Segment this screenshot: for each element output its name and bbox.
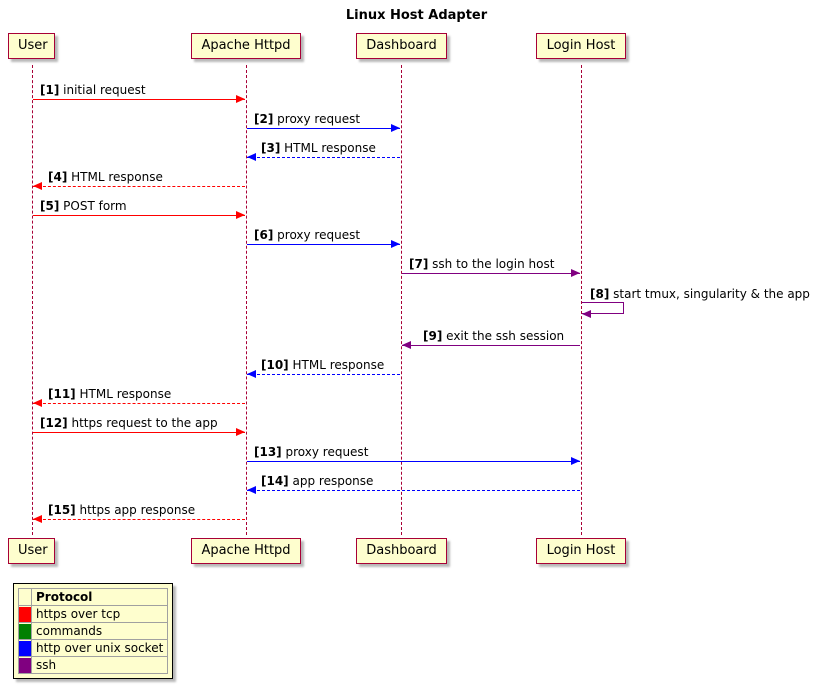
legend-swatch-ssh <box>19 657 32 674</box>
legend-label: http over unix socket <box>32 640 168 657</box>
message-text: ssh to the login host <box>432 257 555 271</box>
message-number: [9] <box>423 329 443 343</box>
legend-label: commands <box>32 623 168 640</box>
message-label-9 <box>423 329 564 343</box>
message-arrow-8 <box>582 310 591 318</box>
message-arrow-5 <box>236 211 245 219</box>
message-line-6 <box>247 244 400 245</box>
message-number: [13] <box>254 445 282 459</box>
message-arrow-4 <box>33 182 42 190</box>
participant-label: Dashboard <box>366 38 437 53</box>
message-label-6 <box>254 228 360 242</box>
lifeline-dashboard <box>401 65 402 535</box>
message-text: HTML response <box>71 170 163 184</box>
message-arrow-7 <box>571 269 580 277</box>
message-number: [2] <box>254 112 274 126</box>
message-label-10 <box>261 358 384 372</box>
message-text: POST form <box>63 199 127 213</box>
message-line-1 <box>33 99 245 100</box>
participant-dashboard-top[interactable] <box>356 33 447 59</box>
message-arrow-6 <box>391 240 400 248</box>
message-arrow-13 <box>571 457 580 465</box>
message-number: [12] <box>40 416 68 430</box>
participant-label: Dashboard <box>366 543 437 558</box>
message-line-15 <box>33 519 245 520</box>
lifeline-user <box>32 65 33 535</box>
participant-apache-httpd-bottom[interactable] <box>191 538 301 564</box>
legend-swatch-https-over-tcp <box>19 606 32 623</box>
message-number: [10] <box>261 358 289 372</box>
legend-header-label: Protocol <box>32 589 168 606</box>
message-number: [5] <box>40 199 60 213</box>
lifeline-login-host <box>581 65 582 535</box>
message-arrow-10 <box>247 370 256 378</box>
message-arrow-14 <box>247 486 256 494</box>
message-label-1 <box>40 83 146 97</box>
legend-label: ssh <box>32 657 168 674</box>
message-text: HTML response <box>284 141 376 155</box>
message-label-12 <box>40 416 218 430</box>
participant-apache-httpd-top[interactable] <box>191 33 301 59</box>
message-arrow-15 <box>33 515 42 523</box>
message-arrow-1 <box>236 95 245 103</box>
message-label-7 <box>409 257 554 271</box>
message-label-5 <box>40 199 127 213</box>
participant-label: Apache Httpd <box>201 38 291 53</box>
message-label-8 <box>590 287 810 301</box>
message-line-2 <box>247 128 400 129</box>
message-number: [8] <box>590 287 610 301</box>
message-label-11 <box>48 387 171 401</box>
message-text: HTML response <box>292 358 385 372</box>
message-text: initial request <box>63 83 146 97</box>
participant-user-bottom[interactable] <box>8 538 55 564</box>
legend-row <box>19 623 168 640</box>
message-label-14 <box>261 474 373 488</box>
legend-label: https over tcp <box>32 606 168 623</box>
participant-login-host-bottom[interactable] <box>536 538 626 564</box>
message-line-5 <box>33 215 245 216</box>
message-label-3 <box>261 141 376 155</box>
legend-swatch-commands <box>19 623 32 640</box>
participant-user-top[interactable] <box>8 33 55 59</box>
legend-row <box>19 657 168 674</box>
message-text: https app response <box>79 503 196 517</box>
lifeline-apache-httpd <box>246 65 247 535</box>
participant-dashboard-bottom[interactable] <box>356 538 447 564</box>
message-line-12 <box>33 432 245 433</box>
legend-swatch-http-over-unix-socket <box>19 640 32 657</box>
message-number: [6] <box>254 228 274 242</box>
message-number: [7] <box>409 257 429 271</box>
participant-label: Login Host <box>546 543 616 558</box>
message-label-15 <box>48 503 195 517</box>
message-arrow-11 <box>33 399 42 407</box>
message-number: [15] <box>48 503 76 517</box>
message-text: proxy request <box>277 112 361 126</box>
message-arrow-9 <box>402 341 411 349</box>
message-line-3 <box>247 157 400 158</box>
message-line-11 <box>33 403 245 404</box>
message-text: app response <box>292 474 374 488</box>
legend-table <box>18 588 168 674</box>
message-arrow-12 <box>236 428 245 436</box>
message-text: exit the ssh session <box>446 329 565 343</box>
message-text: proxy request <box>277 228 361 242</box>
message-text: proxy request <box>285 445 369 459</box>
participant-label: Login Host <box>546 38 616 53</box>
message-label-2 <box>254 112 360 126</box>
message-text: HTML response <box>79 387 172 401</box>
message-number: [11] <box>48 387 76 401</box>
message-line-14 <box>247 490 580 491</box>
message-line-13 <box>247 461 580 462</box>
message-arrow-2 <box>391 124 400 132</box>
message-number: [1] <box>40 83 60 97</box>
diagram-title: Linux Host Adapter <box>345 8 488 23</box>
message-label-4 <box>48 170 163 184</box>
legend-row <box>19 606 168 623</box>
message-number: [4] <box>48 170 68 184</box>
legend-header-swatch <box>19 589 32 606</box>
message-label-13 <box>254 445 368 459</box>
message-number: [3] <box>261 141 281 155</box>
message-arrow-3 <box>247 153 256 161</box>
message-line-4 <box>33 186 245 187</box>
legend-row <box>19 640 168 657</box>
participant-login-host-top[interactable] <box>536 33 626 59</box>
participant-label: User <box>18 38 48 53</box>
message-line-9 <box>402 345 580 346</box>
message-text: start tmux, singularity & the app <box>613 287 810 301</box>
message-line-7 <box>402 273 580 274</box>
legend-header-row <box>19 589 168 606</box>
participant-label: User <box>18 543 48 558</box>
participant-label: Apache Httpd <box>201 543 291 558</box>
message-text: https request to the app <box>71 416 218 430</box>
message-number: [14] <box>261 474 289 488</box>
legend <box>13 583 173 679</box>
message-line-10 <box>247 374 400 375</box>
